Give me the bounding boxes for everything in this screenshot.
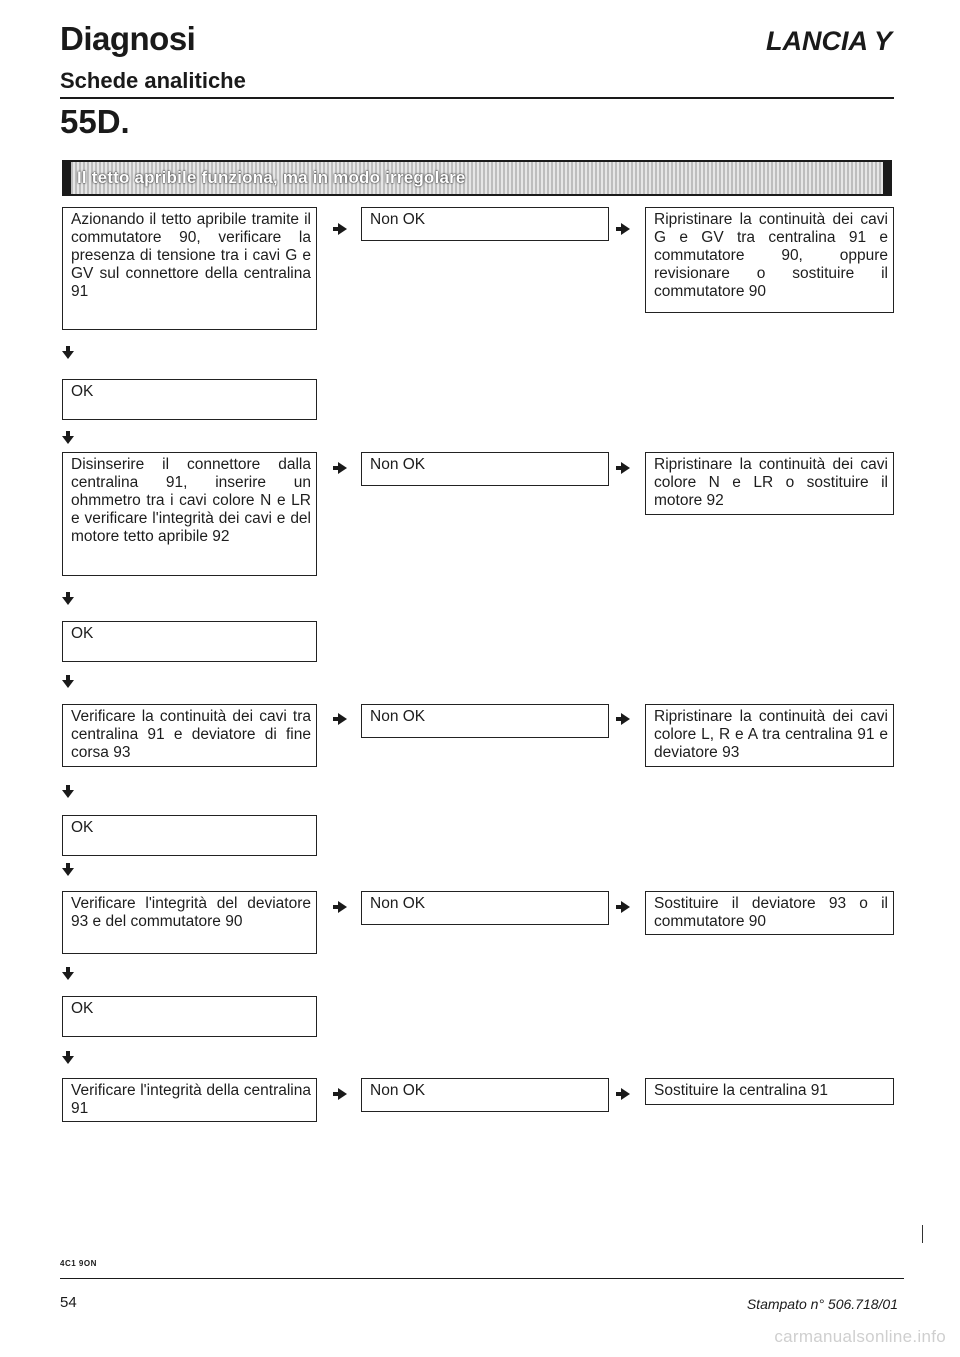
arrow-down-icon [62,1056,74,1064]
arrow-down-icon [62,790,74,798]
step-4-check: Verificare l'integrità del deviatore 93 e del commutatore 90 [62,891,317,954]
brand-name: LANCIA Y [765,26,892,56]
step-4-not-ok: Non OK [361,891,609,925]
arrow-down-icon [62,351,74,359]
step-4-remedy: Sostituire il deviatore 93 o il commutatore 90 [645,891,894,935]
footer-divider [60,1278,904,1279]
document-subtitle: Schede analitiche [60,68,246,93]
step-3-remedy: Ripristinare la continuità dei cavi colore L, R e A tra centralina 91 e deviatore 93 [645,704,894,767]
section-code: 55D. [60,103,130,140]
step-1-not-ok: Non OK [361,207,609,241]
arrow-right-icon [338,1088,347,1100]
step-5-remedy: Sostituire la centralina 91 [645,1078,894,1105]
print-reference: Stampato n° 506.718/01 [746,1296,898,1312]
step-2-ok: OK [62,621,317,662]
arrow-right-icon [338,462,347,474]
arrow-right-icon [621,713,630,725]
arrow-down-icon [62,972,74,980]
document-title: Diagnosi [60,20,196,57]
step-3-check: Verificare la continuità dei cavi tra centralina 91 e deviatore di fine corsa 93 [62,704,317,767]
arrow-right-icon [338,223,347,235]
step-1-ok: OK [62,379,317,420]
arrow-down-icon [62,597,74,605]
arrow-right-icon [621,223,630,235]
arrow-down-icon [62,868,74,876]
step-5-check: Verificare l'integrità della centralina 91 [62,1078,317,1122]
step-1-check: Azionando il tetto apribile tramite il commutatore 90, verificare la presenza di tensione tra i cavi G e GV sul connettore della centralina 91 [62,207,317,330]
arrow-right-icon [621,901,630,913]
margin-mark [922,1225,923,1243]
arrow-right-icon [338,713,347,725]
arrow-down-icon [62,436,74,444]
watermark: carmanualsonline.info [774,1327,946,1346]
arrow-right-icon [621,462,630,474]
step-1-remedy: Ripristinare la continuità dei cavi G e GV tra centralina 91 e commutatore 90, oppure revisionare o sostituire il commutatore 90 [645,207,894,313]
step-2-check: Disinserire il connettore dalla centralina 91, inserire un ohmmetro tra i cavi colore N e LR e verificare l'integrità dei cavi e del motore tetto apribile 92 [62,452,317,576]
step-3-not-ok: Non OK [361,704,609,738]
header-divider [60,97,894,99]
problem-banner: Il tetto apribile funziona, ma in modo irregolare [62,160,892,196]
publisher-logo: 4C1 9ON [60,1259,97,1268]
arrow-right-icon [338,901,347,913]
step-4-ok: OK [62,996,317,1037]
arrow-right-icon [621,1088,630,1100]
page-number: 54 [60,1294,77,1311]
step-3-ok: OK [62,815,317,856]
arrow-down-icon [62,680,74,688]
step-2-not-ok: Non OK [361,452,609,486]
step-2-remedy: Ripristinare la continuità dei cavi colore N e LR o sostituire il motore 92 [645,452,894,515]
step-5-not-ok: Non OK [361,1078,609,1112]
